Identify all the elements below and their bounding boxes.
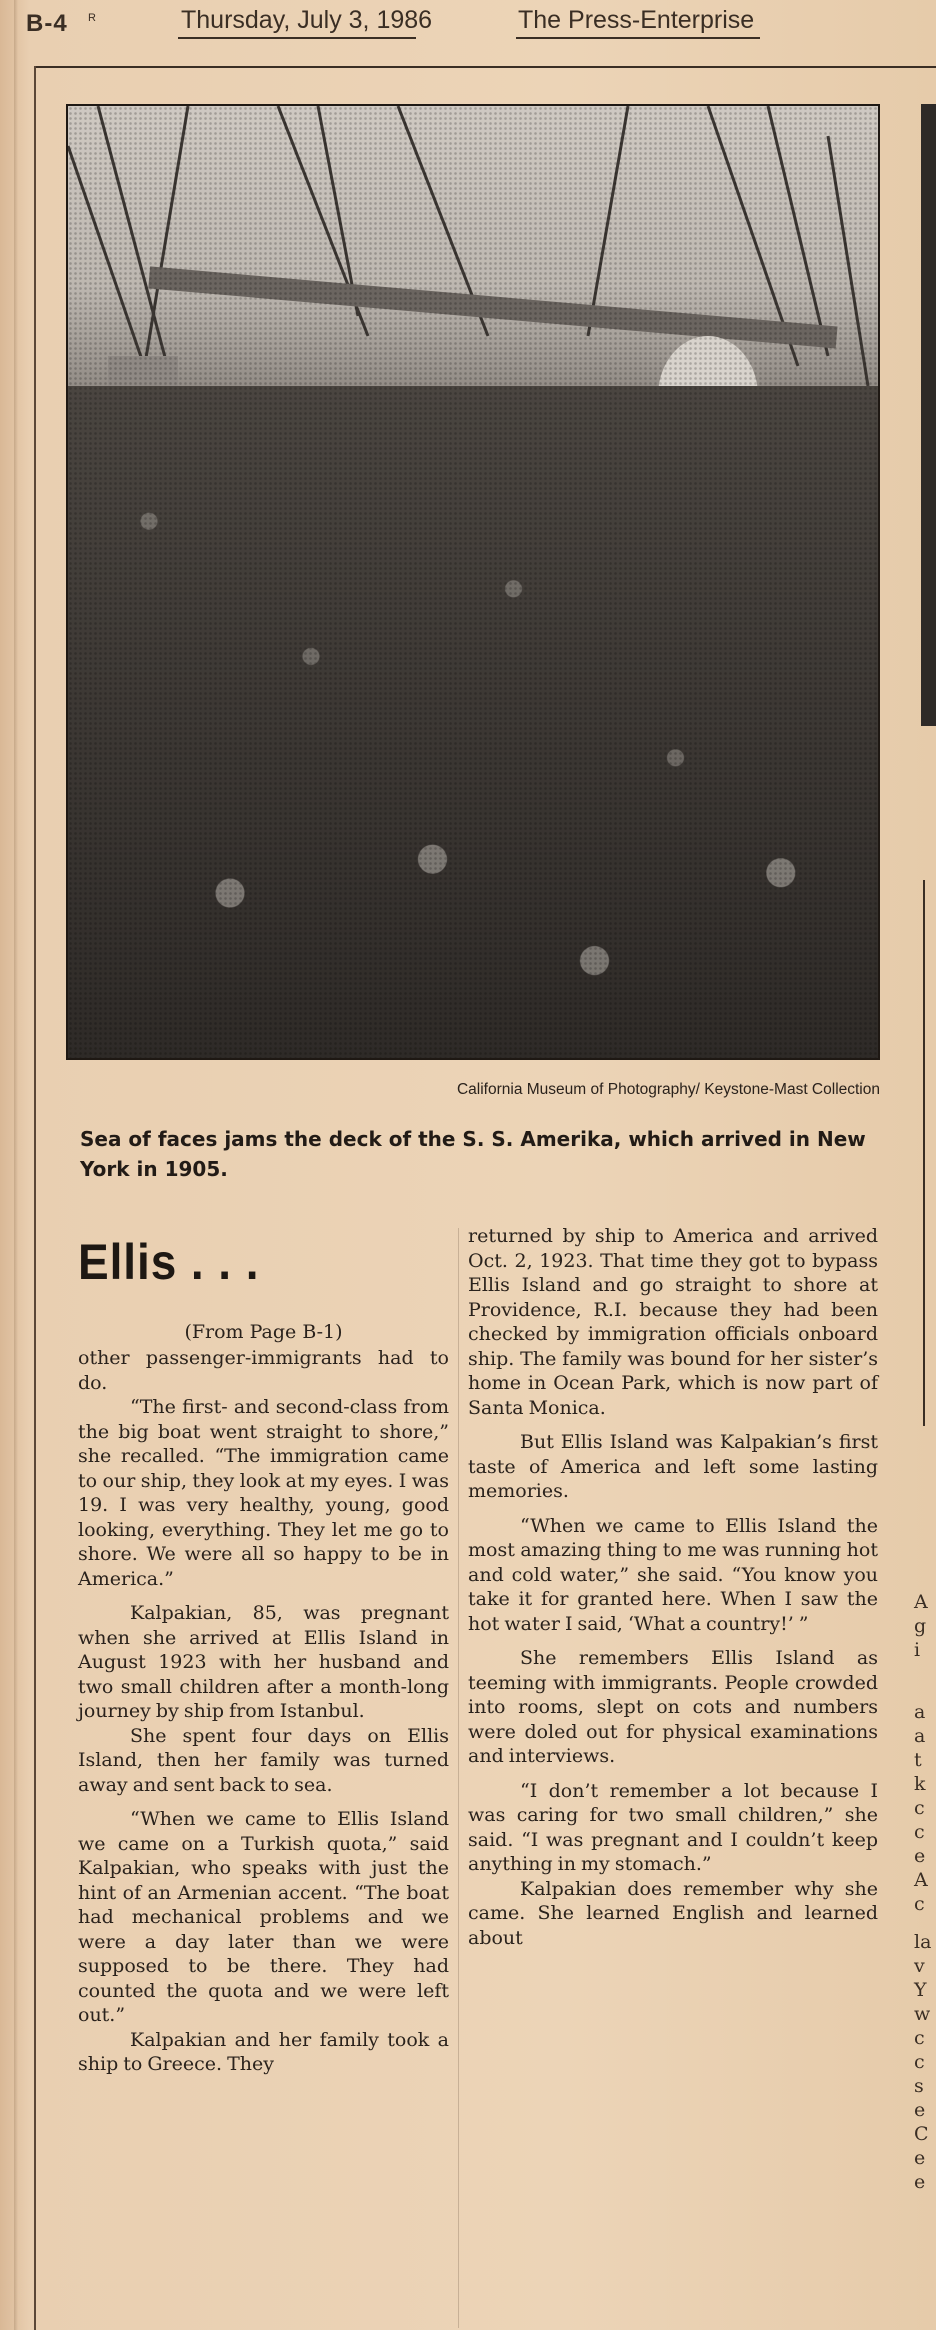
masthead-rule xyxy=(516,37,760,39)
cropped-text-fragment: A xyxy=(914,1869,928,1891)
cropped-text-fragment: la xyxy=(914,1931,932,1953)
cropped-text-fragment: c xyxy=(914,2051,925,2073)
cropped-text-fragment: v xyxy=(914,1955,925,1977)
photo-caption: Sea of faces jams the deck of the S. S. Amerika, which arrived in New York in 1905. xyxy=(80,1127,866,1181)
masthead-rule xyxy=(178,37,416,39)
cropped-text-fragment: c xyxy=(914,1893,925,1915)
registered-mark: R xyxy=(88,12,96,24)
article-column-2 xyxy=(468,1224,878,1950)
cropped-text-fragment: e xyxy=(914,2171,926,2193)
photo-credit: California Museum of Photography/ Keystone-Mast Collection xyxy=(456,1081,880,1098)
paragraph: other passenger-immigrants had to do. xyxy=(78,1347,449,1394)
adjacent-column-rule xyxy=(923,880,925,1426)
jump-line: (From Page B-1) xyxy=(184,1321,343,1343)
cropped-text-fragment: a xyxy=(914,1725,926,1747)
article-column-1 xyxy=(78,1346,449,2077)
cropped-text-fragment: Y xyxy=(914,1979,927,2001)
cropped-text-fragment: s xyxy=(914,2075,924,2097)
cropped-text-fragment: e xyxy=(914,2099,926,2121)
paragraph: She remembers Ellis Island as teeming with immigrants. People crowded into rooms, slept on cots and numbers were doled out for physical examinations and interviews. xyxy=(468,1647,878,1767)
paragraph: Kalpakian and her family took a ship to Greece. They xyxy=(78,2028,449,2075)
cropped-text-fragment: c xyxy=(914,1821,925,1843)
ship-deck-photo xyxy=(66,104,880,1060)
cropped-text-fragment: a xyxy=(914,1701,926,1723)
paragraph: She spent four days on Ellis Island, then her family was turned away and sent back to sea. xyxy=(78,1724,449,1796)
paragraph: Kalpakian does remember why she came. She learned English and learned about xyxy=(468,1877,878,1949)
cropped-text-fragment: k xyxy=(914,1773,926,1795)
cropped-text-fragment: c xyxy=(914,1797,925,1819)
paragraph: “When we came to Ellis Island we came on a Turkish quota,” said Kalpakian, who speaks with just the hint of an Armenian accent. “The boat had mechanical problems and we were a day later than we were supposed to be there. They had counted the quota and we were left out.” xyxy=(78,1808,449,2026)
cropped-text-fragment: g xyxy=(914,1615,927,1637)
section-rule xyxy=(34,66,936,68)
adjacent-photo-edge xyxy=(921,104,936,726)
cropped-text-fragment: e xyxy=(914,1845,926,1867)
paragraph: “I don’t remember a lot because I was caring for two small children,” she said. “I was pregnant and I couldn’t keep anything in my stomach.” xyxy=(468,1779,878,1875)
cropped-text-fragment: c xyxy=(914,2027,925,2049)
cropped-text-fragment: e xyxy=(914,2147,926,2169)
paper-fold xyxy=(14,0,18,2330)
newspaper-name: The Press-Enterprise xyxy=(518,6,755,34)
paragraph: “When we came to Ellis Island the most amazing thing to me was running hot and cold water,” she said. “You know you take it for granted here. When I saw the hot water I said, ‘What a country!’ ” xyxy=(468,1514,878,1635)
paragraph: But Ellis Island was Kalpakian’s first taste of America and left some lasting memories. xyxy=(468,1431,878,1502)
cropped-text-fragment: A xyxy=(914,1591,928,1613)
issue-date: Thursday, July 3, 1986 xyxy=(181,6,433,34)
cropped-text-fragment: t xyxy=(914,1749,922,1771)
halftone-texture xyxy=(68,106,878,1058)
page-number: B-4 xyxy=(26,10,68,37)
cropped-text-fragment: C xyxy=(914,2123,929,2145)
column-border xyxy=(34,66,36,2330)
column-gutter xyxy=(458,1228,459,2328)
masthead xyxy=(0,0,936,48)
paragraph: returned by ship to America and arrived Oct. 2, 1923. That time they got to bypass Ellis Island and go straight to shore at Providence, R.I. because they had been checked by immigration officials onboard ship. The family was bound for her sister’s home in Ocean Park, which is now part of Santa Monica. xyxy=(468,1225,878,1419)
cropped-text-fragment: w xyxy=(914,2003,931,2025)
paragraph: Kalpakian, 85, was pregnant when she arrived at Ellis Island in August 1923 with her husband and two small children after a month-long journey by ship from Istanbul. xyxy=(78,1602,449,1722)
cropped-text-fragment: i xyxy=(914,1639,921,1661)
article-headline: Ellis . . . xyxy=(78,1234,260,1290)
paragraph: “The first- and second-class from the big boat went straight to shore,” she recalled. “The immigration came to our ship, they look at my eyes. I was 19. I was very healthy, young, good looking, everything. They let me go to shore. We were all so happy to be in America.” xyxy=(78,1396,449,1590)
